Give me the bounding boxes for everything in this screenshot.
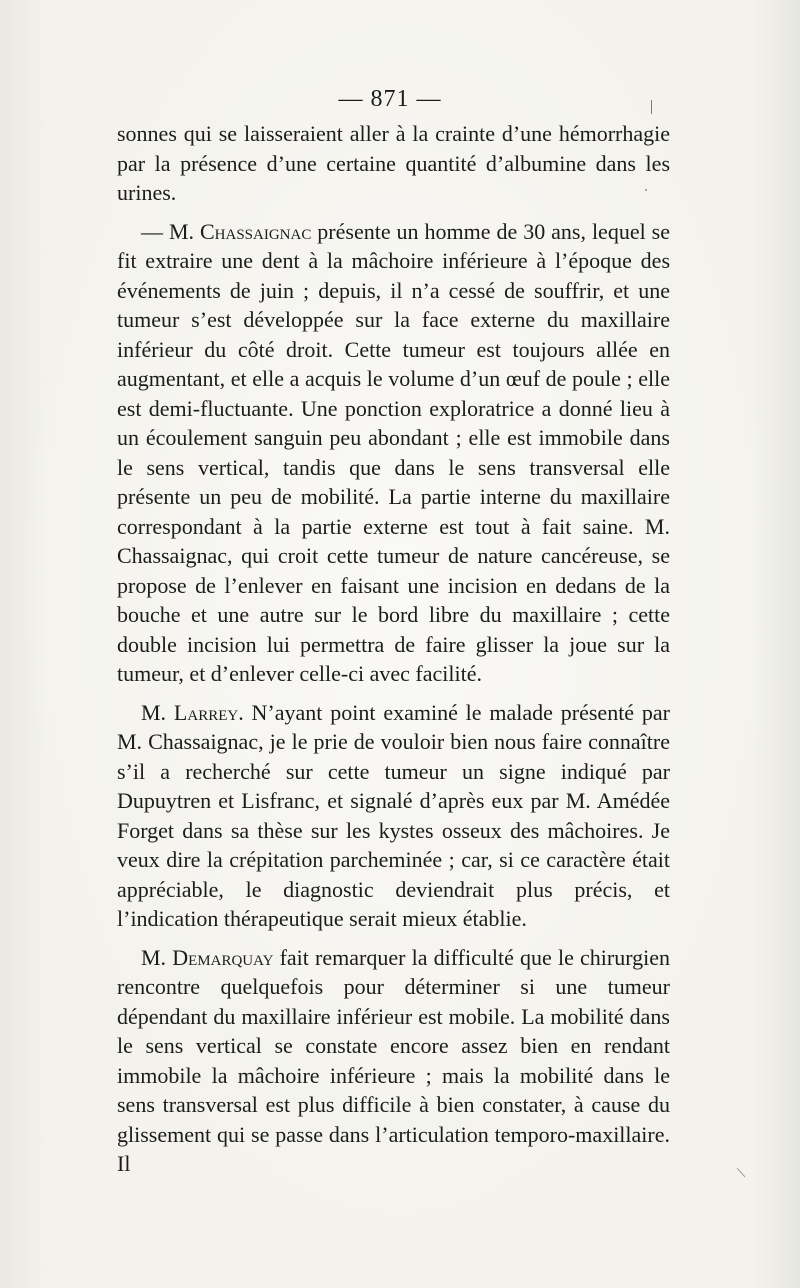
paragraph-prefix: M. (141, 699, 174, 725)
paragraph-continuation (117, 119, 670, 208)
paragraph-prefix: — M. (141, 218, 200, 244)
paragraph-text: présente un homme de 30 ans, lequel se fit extraire une dent à la mâchoire inférieure à l’époque des événements de juin ; depuis, il n’a cessé de souffrir, et une tumeur s’est développée sur la face externe du maxillaire inférieur du côté droit. Cette tumeur est toujours allée en augmentant, et elle a acquis le volume d’un œuf de poule ; elle est demi-fluctuante. Une ponction exploratrice a donné lieu à un écoulement sanguin peu abondant ; elle est immobile dans le sens vertical, tandis que dans le sens transversal elle présente un peu de mobilité. La partie interne du maxillaire correspondant à la partie externe est tout à fait saine. M. Chassaignac, qui croit cette tumeur de nature cancéreuse, se propose de l’enlever en faisant une incision en dedans de la bouche et une autre sur le bord libre du maxillaire ; cette double incision lui permettra de faire glisser la joue sur la tumeur, et d’enlever celle-ci avec facilité. (117, 218, 670, 686)
paragraph-larrey (117, 698, 670, 934)
body-text (117, 119, 670, 1179)
page-number: — 871 — (338, 86, 442, 112)
paragraph-chassaignac (117, 217, 670, 689)
paragraph-text: N’ayant point examiné le malade présenté par M. Chassaignac, je le prie de vouloir bien nous faire connaître s’il a recherché sur cette tumeur un signe indiqué par Dupuytren et Lisfranc, et signalé d’après eux par M. Amédée Forget dans sa thèse sur les kystes osseux des mâchoires. Je veux dire la crépitation parcheminée ; car, si ce caractère était appréciable, le diagnostic deviendrait plus précis, et l’indication thérapeutique serait mieux établie. (117, 699, 671, 931)
paper-scratch-mark (737, 1168, 746, 1178)
speaker-name: Chassaignac (199, 218, 312, 244)
speaker-name: Demarquay (172, 944, 274, 970)
paragraph-text: fait remarquer la difficulté que le chirurgien rencontre quelquefois pour déterminer si une tumeur dépendant du maxillaire inférieur est mobile. La mobilité dans le sens vertical se constate encore assez bien en rendant immobile la mâchoire inférieure ; mais la mobilité dans le sens transversal est plus difficile à bien constater, à cause du glissement qui se passe dans l’articulation temporo-maxillaire. Il (117, 944, 671, 1176)
speaker-name: Larrey. (173, 699, 244, 725)
paragraph-demarquay (117, 943, 670, 1179)
margin-tick-mark (651, 100, 652, 114)
paragraph-prefix: M. (141, 944, 173, 970)
paragraph-text: sonnes qui se laisseraient aller à la crainte d’une hémorrhagie par la présence d’une certaine quantité d’albumine dans les urines. (117, 121, 670, 205)
